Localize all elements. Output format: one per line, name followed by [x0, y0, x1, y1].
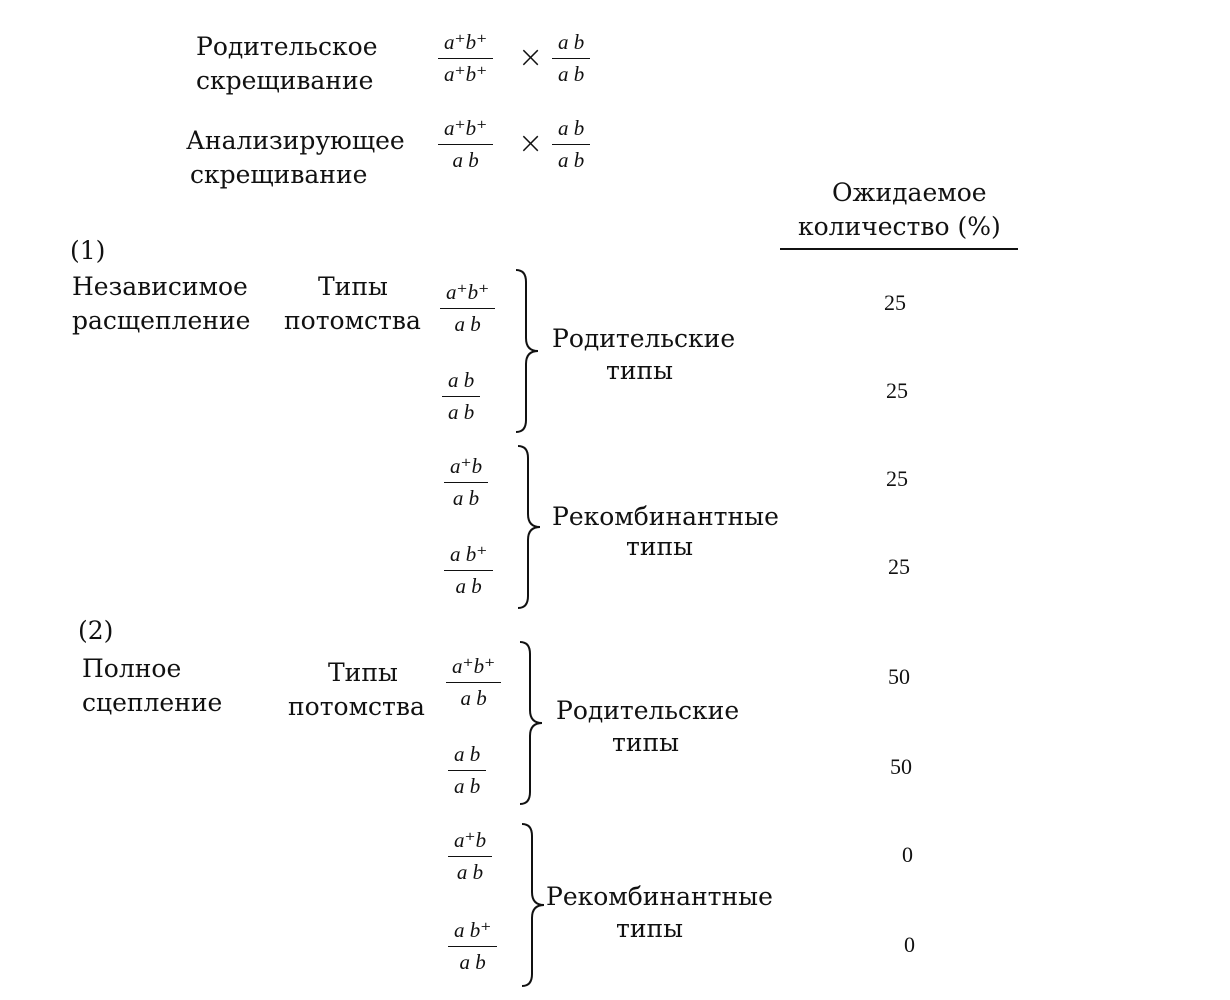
testcross-label-line1: Анализирующее — [186, 126, 405, 155]
genotype-top: a⁺b⁺ — [444, 116, 488, 140]
case-1-genotype-a+b+-ab — [440, 280, 495, 337]
expected-header-line1: Ожидаемое — [832, 178, 987, 207]
genotype-bottom: a b — [454, 774, 481, 798]
expected-header-line2: количество (%) — [798, 212, 1001, 241]
brace-icon — [518, 822, 548, 988]
brace-icon — [516, 640, 546, 806]
genotype-top: a⁺b⁺ — [444, 30, 488, 54]
parental-cross-label-line2: скрещивание — [196, 66, 374, 95]
case-1-expected-value: 25 — [884, 290, 906, 315]
genotype-bottom: a b — [454, 312, 481, 336]
genotype-bottom: a b — [558, 62, 585, 86]
genotype-bottom: a⁺b⁺ — [444, 62, 488, 86]
case-1-genotype-ab+-ab — [444, 542, 493, 599]
genotype-top: a b — [558, 30, 585, 54]
header-underline — [780, 248, 1018, 250]
case-2-genotype-a+b+-ab — [446, 654, 501, 711]
case-1-expected-value: 25 — [888, 554, 910, 579]
case-2-genotype-ab+-ab — [448, 918, 497, 975]
case-2-recombinant-types-line1: Рекомбинантные — [546, 882, 773, 911]
case-2-expected-value: 50 — [890, 754, 912, 779]
case-1-offspring-label-line1: Типы — [318, 272, 388, 301]
genotype-bottom: a b — [452, 148, 479, 172]
case-1-parental-types-line1: Родительские — [552, 324, 736, 353]
case-2-offspring-label-line1: Типы — [328, 658, 398, 687]
case-2-genotype-a+b-ab — [448, 828, 492, 885]
case-2-label-line1: Полное — [82, 654, 182, 683]
genotype-top: a⁺b⁺ — [452, 654, 496, 678]
genotype-bottom: a b — [452, 486, 480, 510]
case-1-offspring-label-line2: потомства — [284, 306, 421, 335]
case-1-label-line1: Независимое — [72, 272, 248, 301]
case-1-recombinant-types-line1: Рекомбинантные — [552, 502, 779, 531]
testcross-label-line2: скрещивание — [190, 160, 368, 189]
case-1-expected-value: 25 — [886, 378, 908, 403]
genotype-top: a⁺b — [450, 454, 483, 478]
case-2-label-line2: сцепление — [82, 688, 223, 717]
case-2-expected-value: 50 — [888, 664, 910, 689]
genotype-top: a⁺b — [454, 828, 487, 852]
case-1-label-line2: расщепление — [72, 306, 251, 335]
genotype-bottom: a b — [459, 950, 486, 974]
case-1-number: (1) — [70, 236, 106, 265]
case-1-parental-types-line2: типы — [606, 356, 674, 385]
cross-operator: × — [518, 126, 544, 161]
genotype-bottom: a b — [558, 148, 585, 172]
genotype-top: a b — [454, 742, 481, 766]
genotype-top: a b⁺ — [454, 918, 492, 942]
genotype-top: a b⁺ — [450, 542, 488, 566]
genotype-bottom: a b — [455, 574, 482, 598]
genotype-bottom: a b — [460, 686, 487, 710]
parental-cross-label-line1: Родительское — [196, 32, 378, 61]
case-2-parental-types-line1: Родительские — [556, 696, 740, 725]
case-2-expected-value: 0 — [902, 842, 913, 867]
testcross-right-genotype — [552, 116, 590, 173]
testcross-left-genotype — [438, 116, 493, 173]
genotype-top: a b — [558, 116, 585, 140]
case-1-recombinant-types-line2: типы — [626, 532, 694, 561]
cross-operator: × — [518, 40, 544, 75]
case-1-genotype-ab-ab — [442, 368, 480, 425]
parental-cross-right-genotype — [552, 30, 590, 87]
genotype-top: a b — [448, 368, 475, 392]
case-2-genotype-ab-ab — [448, 742, 486, 799]
genotype-bottom: a b — [456, 860, 484, 884]
case-2-offspring-label-line2: потомства — [288, 692, 425, 721]
case-1-genotype-a+b-ab — [444, 454, 488, 511]
case-2-recombinant-types-line2: типы — [616, 914, 684, 943]
genotype-top: a⁺b⁺ — [446, 280, 490, 304]
case-2-expected-value: 0 — [904, 932, 915, 957]
case-2-parental-types-line2: типы — [612, 728, 680, 757]
case-2-number: (2) — [78, 616, 114, 645]
parental-cross-left-genotype — [438, 30, 493, 87]
brace-icon — [512, 268, 542, 434]
case-1-expected-value: 25 — [886, 466, 908, 491]
genotype-bottom: a b — [448, 400, 475, 424]
brace-icon — [514, 444, 544, 610]
